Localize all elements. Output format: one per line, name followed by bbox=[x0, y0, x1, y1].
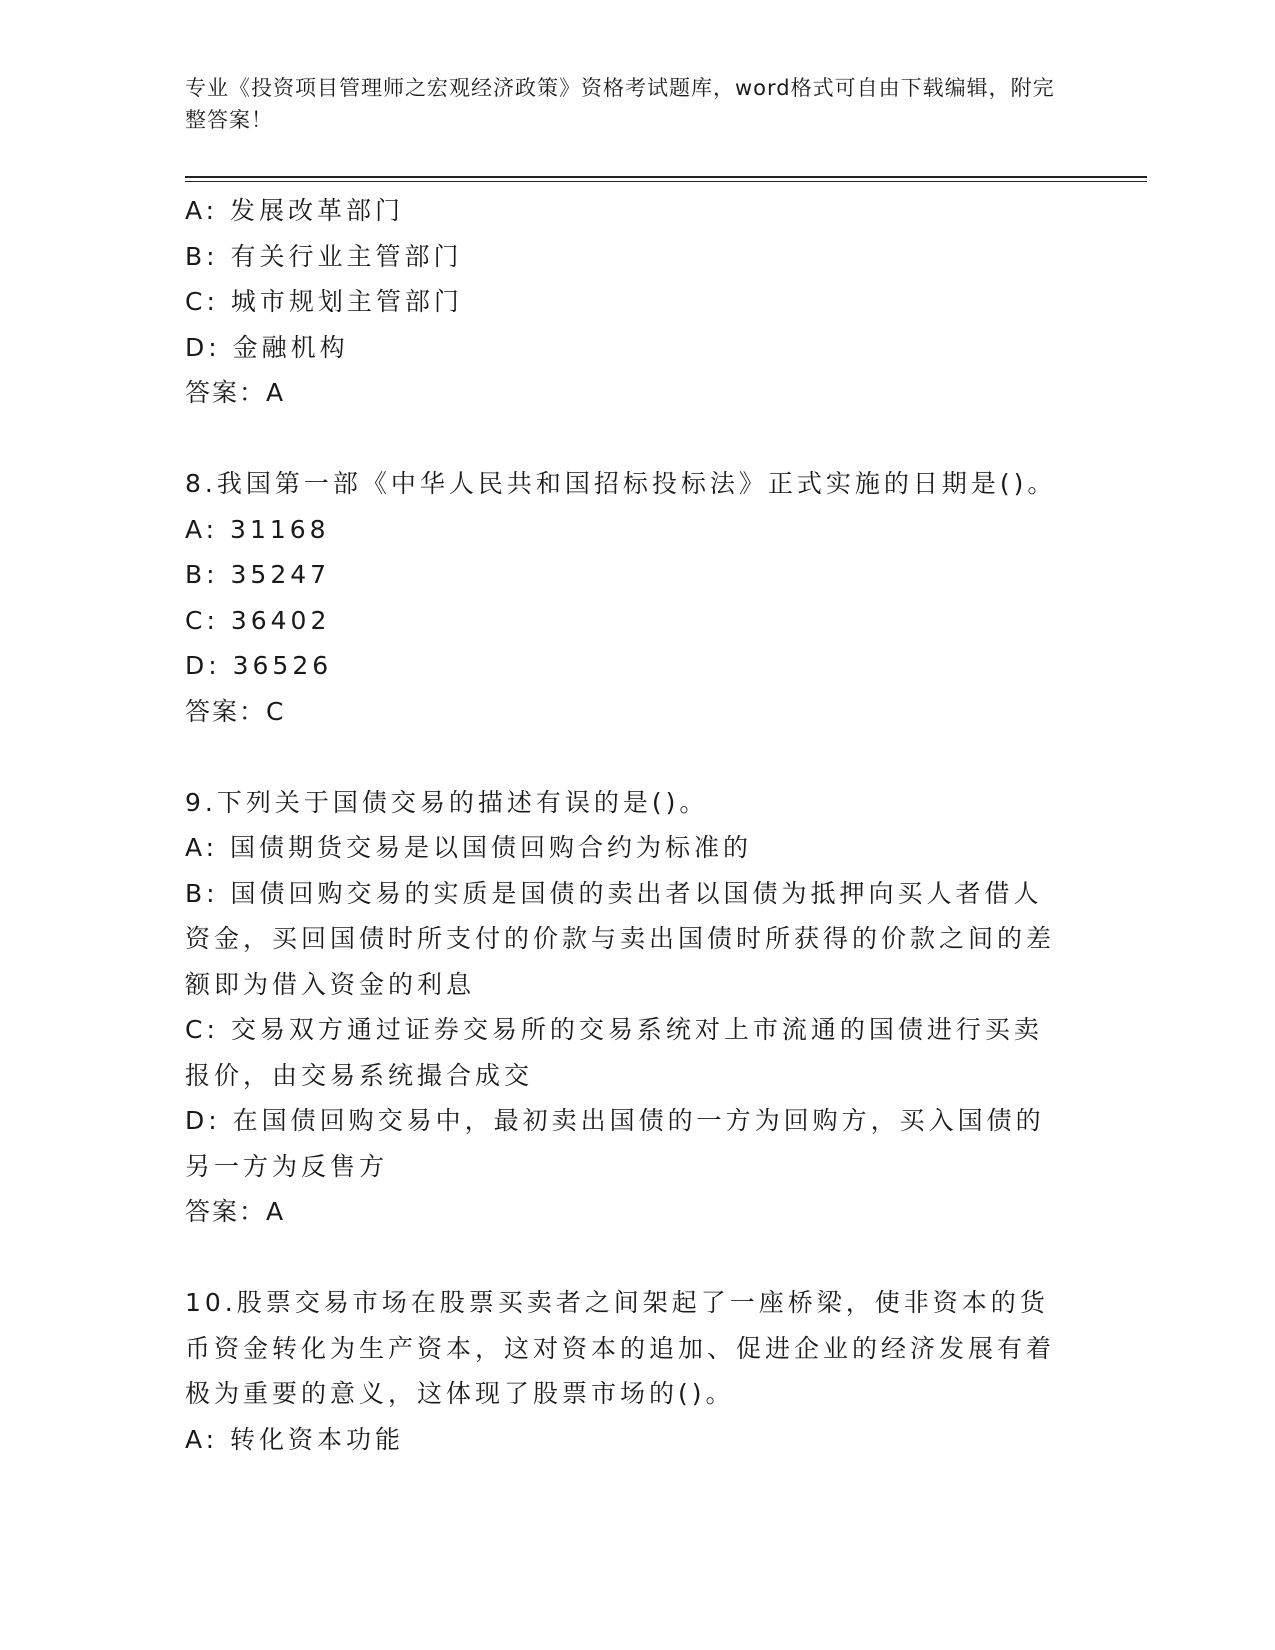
question-8-answer: 答案：C bbox=[185, 696, 286, 726]
question-9-answer: 答案：A bbox=[185, 1197, 286, 1226]
question-content bbox=[185, 188, 1065, 1462]
page-header: 专业《投资项目管理师之宏观经济政策》资格考试题库，word格式可自由下载编辑，附完整答案！ bbox=[185, 76, 1055, 132]
question-8-option-d: D: 36526 bbox=[185, 651, 333, 680]
question-9-option-a: A: 国债期货交易是以国债回购合约为标准的 bbox=[185, 833, 753, 862]
header-rule-thin bbox=[185, 181, 1147, 182]
question-8-option-c: C: 36402 bbox=[185, 605, 331, 635]
option-b: B: 有关行业主管部门 bbox=[185, 241, 463, 271]
header-rule-thick bbox=[185, 176, 1147, 178]
question-10-option-a: A: 转化资本功能 bbox=[185, 1424, 405, 1454]
question-8-option-b: B: 35247 bbox=[185, 560, 331, 589]
spacer bbox=[185, 734, 1065, 780]
option-c: C: 城市规划主管部门 bbox=[185, 287, 463, 316]
answer: 答案：A bbox=[185, 378, 286, 407]
question-9-option-c: C: 交易双方通过证券交易所的交易系统对上市流通的国债进行买卖报价，由交易系统撮合成交 bbox=[185, 1015, 1043, 1090]
option-d: D: 金融机构 bbox=[185, 332, 349, 362]
question-9-option-d: D: 在国债回购交易中，最初卖出国债的一方为回购方，买入国债的另一方为反售方 bbox=[185, 1106, 1045, 1181]
question-10-stem: 10.股票交易市场在股票买卖者之间架起了一座桥梁，使非资本的货币资金转化为生产资本，这对资本的追加、促进企业的经济发展有着极为重要的意义，这体现了股票市场的()。 bbox=[185, 1288, 1056, 1408]
option-a: A: 发展改革部门 bbox=[185, 196, 405, 225]
question-9-stem: 9.下列关于国债交易的描述有误的是()。 bbox=[185, 787, 709, 817]
question-9-option-b: B: 国债回购交易的实质是国债的卖出者以国债为抵押向买人者借人资金，买回国债时所支付的价款与卖出国债时所获得的价款之间的差额即为借入资金的利息 bbox=[185, 878, 1056, 999]
question-8-stem: 8.我国第一部《中华人民共和国招标投标法》正式实施的日期是()。 bbox=[185, 469, 1057, 498]
question-8-option-a: A: 31168 bbox=[185, 514, 330, 544]
spacer bbox=[185, 416, 1065, 462]
spacer bbox=[185, 1235, 1065, 1281]
